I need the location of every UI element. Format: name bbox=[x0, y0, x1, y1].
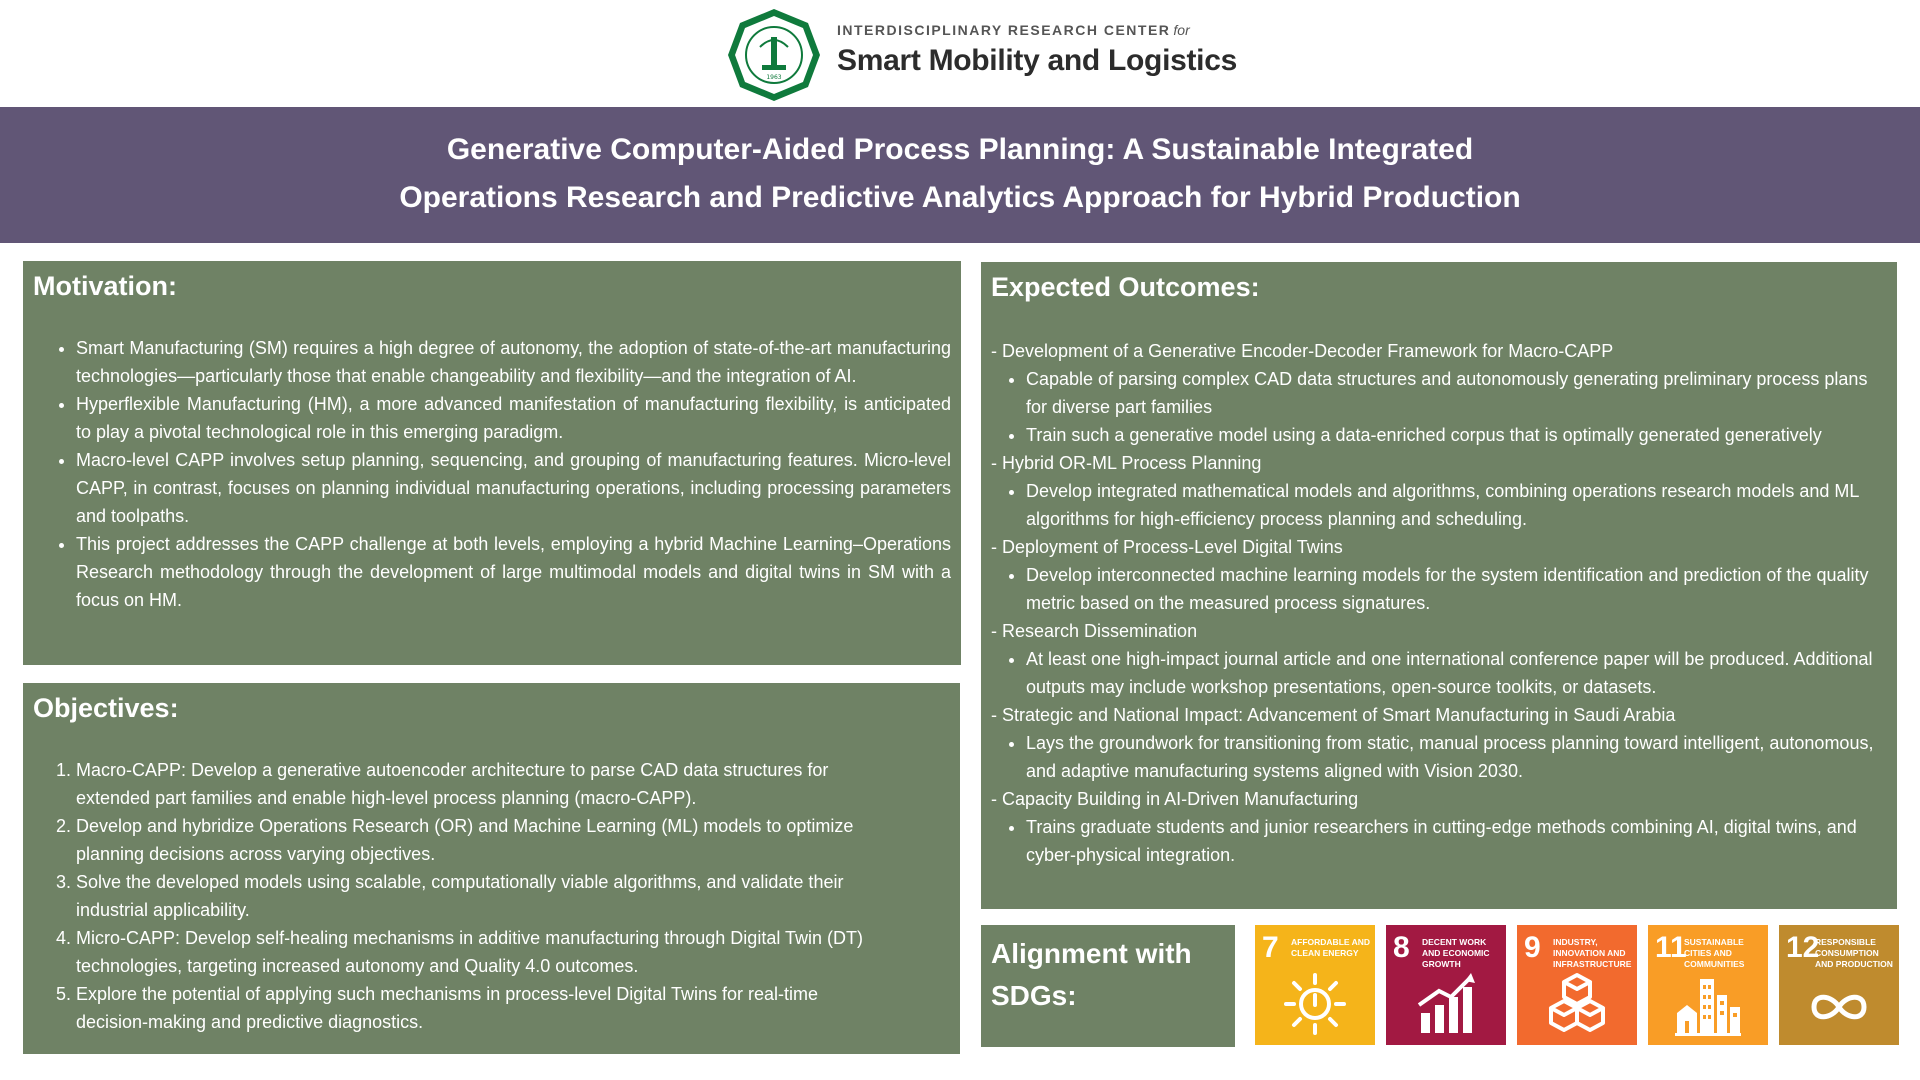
sdg-tile-11: 11 SUSTAINABLE CITIES AND COMMUNITIES bbox=[1648, 925, 1768, 1045]
list-item: • Trains graduate students and junior researchers in cutting-edge methods combining AI, digital twins, and cyber-physical integration. bbox=[1026, 813, 1887, 869]
motivation-section bbox=[23, 261, 961, 665]
title-banner bbox=[0, 107, 1920, 243]
outcomes-list bbox=[991, 337, 1887, 869]
header bbox=[0, 0, 1920, 106]
motivation-list bbox=[33, 334, 951, 614]
org-name: INTERDISCIPLINARY RESEARCH CENTER for Smart Mobility and Logistics bbox=[837, 22, 1237, 77]
outcomes-heading: Expected Outcomes: bbox=[991, 272, 1260, 302]
infinity-icon bbox=[1804, 971, 1874, 1037]
svg-text:1963: 1963 bbox=[766, 74, 782, 81]
outcome-heading: - Development of a Generative Encoder-Decoder Framework for Macro-CAPP bbox=[991, 341, 1614, 361]
objectives-list bbox=[33, 756, 950, 1036]
list-item: • Develop integrated mathematical models and algorithms, combining operations research models and ML algorithms for high-efficiency process planning and scheduling. bbox=[1026, 477, 1887, 533]
list-item: 3. Solve the developed models using scalable, computationally viable algorithms, and validate their industrial applicability. bbox=[76, 868, 890, 924]
list-item: 4. Micro-CAPP: Develop self-healing mechanisms in additive manufacturing through Digital Twin (DT) technologies, targeting increased autonomy and Quality 4.0 outcomes. bbox=[76, 924, 890, 980]
sun-power-icon bbox=[1280, 971, 1350, 1037]
expected-outcomes-section bbox=[981, 262, 1897, 909]
list-item: • At least one high-impact journal article and one international conference paper will be produced. Additional outputs may include workshop presentations, open-source toolkits, or datasets. bbox=[1026, 645, 1887, 701]
outcome-heading: - Capacity Building in AI-Driven Manufacturing bbox=[991, 789, 1359, 809]
sdg-tile-7: 7 AFFORDABLE AND CLEAN ENERGY bbox=[1255, 925, 1375, 1045]
list-item: • Develop interconnected machine learning models for the system identification and prediction of the quality metric based on the measured process signatures. bbox=[1026, 561, 1887, 617]
outcome-heading: - Research Dissemination bbox=[991, 621, 1198, 641]
org-title: Smart Mobility and Logistics bbox=[837, 44, 1237, 77]
city-icon bbox=[1673, 971, 1743, 1037]
outcome-heading: - Deployment of Process-Level Digital Twins bbox=[991, 537, 1343, 557]
title-line-1: Generative Computer-Aided Process Planning: A Sustainable Integrated bbox=[446, 133, 1474, 166]
outcome-heading: - Hybrid OR-ML Process Planning bbox=[991, 453, 1262, 473]
sdg-tile-12: 12 RESPONSIBLE CONSUMPTION AND PRODUCTION bbox=[1779, 925, 1899, 1045]
objectives-heading: Objectives: bbox=[33, 693, 179, 723]
list-item: • Hyperflexible Manufacturing (HM), a more advanced manifestation of manufacturing flexibility, is anticipated to play a pivotal technological role in this emerging paradigm. bbox=[76, 390, 951, 446]
list-item: • Smart Manufacturing (SM) requires a high degree of autonomy, the adoption of state-of-the-art manufacturing technologies—particularly those that enable changeability and flexibility—and the integration of AI. bbox=[76, 334, 951, 390]
alignment-box bbox=[981, 925, 1235, 1047]
list-item: • Train such a generative model using a data-enriched corpus that is optimally generated generatively bbox=[1026, 421, 1887, 449]
cubes-icon bbox=[1542, 971, 1612, 1037]
alignment-heading: Alignment with SDGs: bbox=[991, 938, 1192, 1011]
sdg-tile-9: 9 INDUSTRY, INNOVATION AND INFRASTRUCTURE bbox=[1517, 925, 1637, 1045]
list-item: • Capable of parsing complex CAD data structures and autonomously generating preliminary process plans for diverse part families bbox=[1026, 365, 1887, 421]
list-item: • This project addresses the CAPP challenge at both levels, employing a hybrid Machine Learning–Operations Research methodology through the development of large multimodal models and digital twins in SM with a focus on HM. bbox=[76, 530, 951, 614]
title-line-2: Operations Research and Predictive Analytics Approach for Hybrid Production bbox=[399, 181, 1521, 214]
growth-chart-icon bbox=[1411, 971, 1481, 1037]
outcome-heading: - Strategic and National Impact: Advancement of Smart Manufacturing in Saudi Arabia bbox=[991, 705, 1676, 725]
objectives-section bbox=[23, 683, 960, 1054]
list-item: • Macro-level CAPP involves setup planning, sequencing, and grouping of manufacturing features. Micro-level CAPP, in contrast, focuses on planning individual manufacturing operations, including processing parameters and toolpaths. bbox=[76, 446, 951, 530]
sdg-tile-8: 8 DECENT WORK AND ECONOMIC GROWTH bbox=[1386, 925, 1506, 1045]
list-item: 5. Explore the potential of applying such mechanisms in process-level Digital Twins for real-time decision-making and predictive diagnostics. bbox=[76, 980, 890, 1036]
list-item: • Lays the groundwork for transitioning from static, manual process planning toward intelligent, autonomous, and adaptive manufacturing systems aligned with Vision 2030. bbox=[1026, 729, 1887, 785]
motivation-heading: Motivation: bbox=[33, 271, 177, 301]
list-item: 1. Macro-CAPP: Develop a generative autoencoder architecture to parse CAD data structures for extended part families and enable high-level process planning (macro-CAPP). bbox=[76, 756, 890, 812]
university-seal-logo bbox=[726, 7, 822, 103]
list-item: 2. Develop and hybridize Operations Research (OR) and Machine Learning (ML) models to optimize planning decisions across varying objectives. bbox=[76, 812, 890, 868]
